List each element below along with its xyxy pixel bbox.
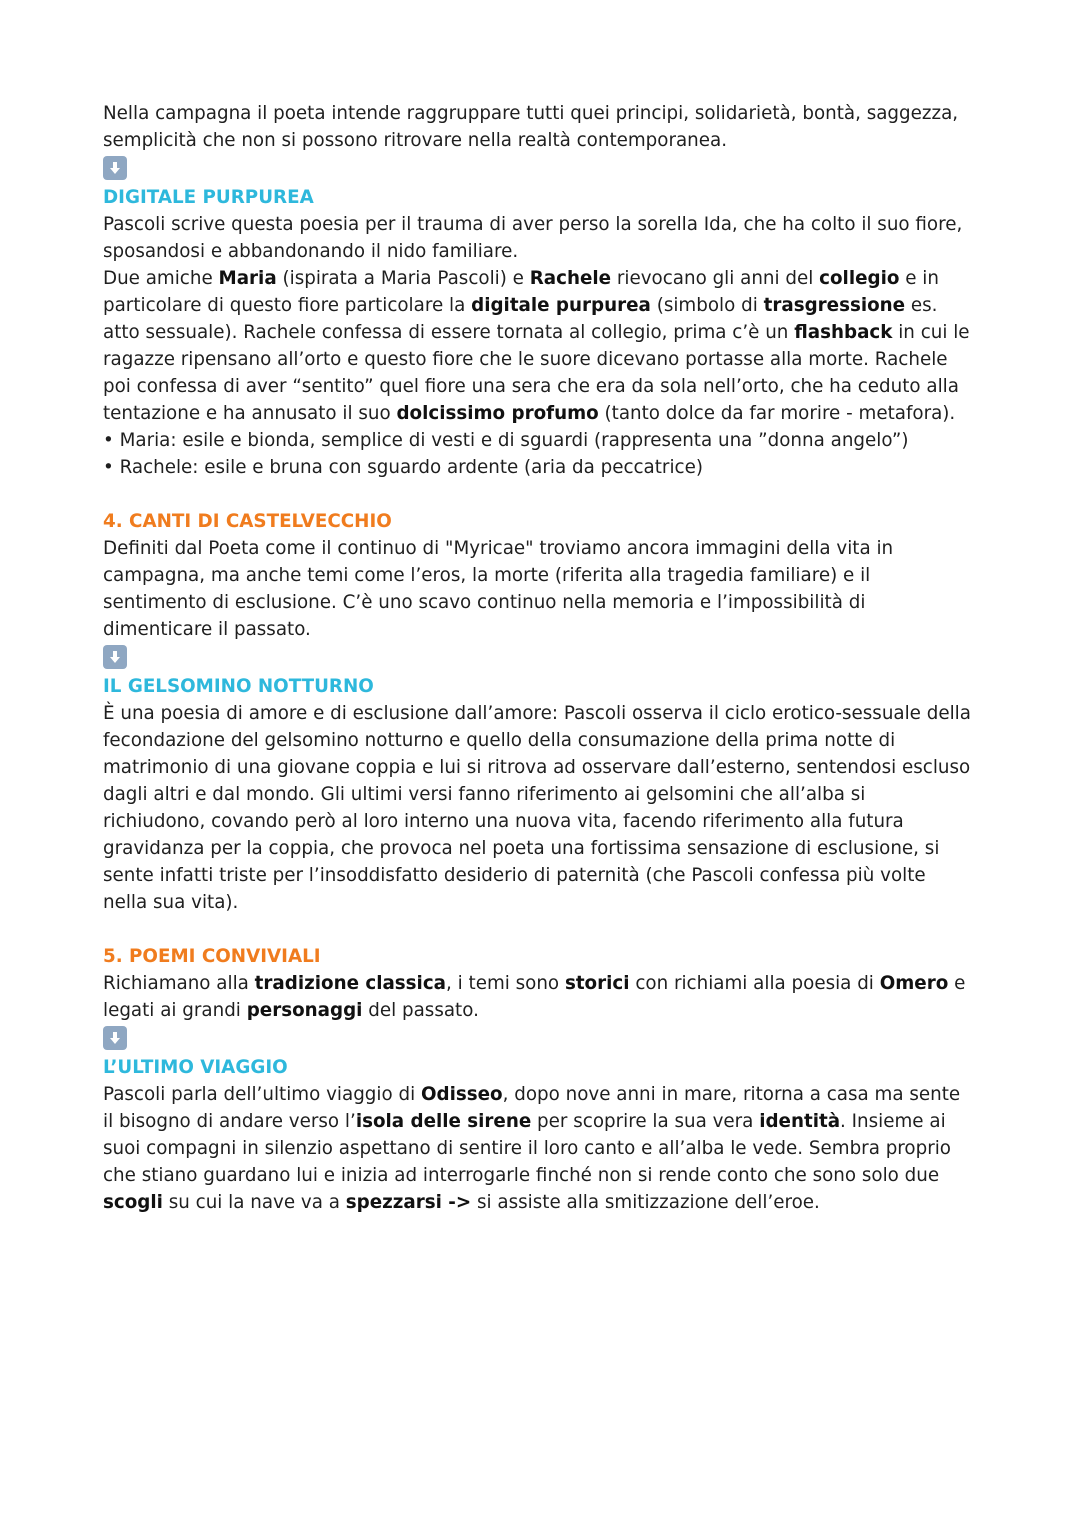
digitale-paragraph-1: Pascoli scrive questa poesia per il trauma di aver perso la sorella Ida, che ha colto il suo fiore, sposandosi e abbandonando il nido familiare. [103, 214, 963, 262]
gelsomino-title: IL GELSOMINO NOTTURNO [103, 676, 374, 697]
poemi-paragraph: Richiamano alla tradizione classica, i temi sono storici con richiami alla poesia di Omero e legati ai grandi personaggi del passato. [103, 973, 966, 1021]
down-arrow-icon [103, 1026, 127, 1050]
bullet-rachele: • Rachele: esile e bruna con sguardo ardente (aria da peccatrice) [103, 457, 703, 478]
digitale-title: DIGITALE PURPUREA [103, 187, 314, 208]
canti-paragraph: Definiti dal Poeta come il continuo di "Myricae" troviamo ancora immagini della vita in campagna, ma anche temi come l’eros, la morte (riferita alla tragedia familiare) e il sentimento di esclusione. C’è uno scavo continuo nella memoria e l’impossibilità di dimenticare il passato. [103, 538, 894, 640]
bullet-maria: • Maria: esile e bionda, semplice di vesti e di sguardi (rappresenta una ”donna angelo”) [103, 430, 909, 451]
poemi-title: 5. POEMI CONVIVIALI [103, 946, 321, 967]
digitale-paragraph-2: Due amiche Maria (ispirata a Maria Pascoli) e Rachele rievocano gli anni del collegio e in particolare di questo fiore particolare la digitale purpurea (simbolo di trasgressione es. atto sessuale). Rachele confessa di essere tornata al collegio, prima c’è un flashback in cui le ragazze ripensano all’orto e questo fiore che le suore dicevano portasse alla morte. Rachele poi confessa di aver “sentito” quel fiore una sera che era da sola nell’orto, che ha ceduto alla tentazione e ha annusato il suo dolcissimo profumo (tanto dolce da far morire - metafora). [103, 268, 970, 424]
canti-title: 4. CANTI DI CASTELVECCHIO [103, 511, 392, 532]
intro-paragraph: Nella campagna il poeta intende raggruppare tutti quei principi, solidarietà, bontà, saggezza, semplicità che non si possono ritrovare nella realtà contemporanea. [103, 103, 959, 151]
down-arrow-icon [103, 645, 127, 669]
ultimo-paragraph: Pascoli parla dell’ultimo viaggio di Odisseo, dopo nove anni in mare, ritorna a casa ma sente il bisogno di andare verso l’isola delle sirene per scoprire la sua vera identità. Insieme ai suoi compagni in silenzio aspettano di sentire il loro canto e all’alba le vede. Sembra proprio che stiano guardano lui e inizia ad interrogarle finché non si rende conto che sono solo due scogli su cui la nave va a spezzarsi -> si assiste alla smitizzazione dell’eroe. [103, 1084, 961, 1213]
gelsomino-paragraph: È una poesia di amore e di esclusione dall’amore: Pascoli osserva il ciclo erotico-sessuale della fecondazione del gelsomino notturno e quello della consumazione della prima notte di matrimonio di una giovane coppia e lui si ritrova ad osservare dall’esterno, sentendosi escluso dagli altri e dal mondo. Gli ultimi versi fanno riferimento ai gelsomini che all’alba si richiudono, covando però al loro interno una nuova vita, facendo riferimento alla futura gravidanza per la coppia, che provoca nel poeta una fortissima sensazione di esclusione, si sente infatti triste per l’insoddisfatto desiderio di paternità (che Pascoli confessa più volte nella sua vita). [103, 703, 971, 913]
ultimo-title: L’ULTIMO VIAGGIO [103, 1057, 288, 1078]
down-arrow-icon [103, 156, 127, 180]
document-page [103, 100, 973, 1216]
